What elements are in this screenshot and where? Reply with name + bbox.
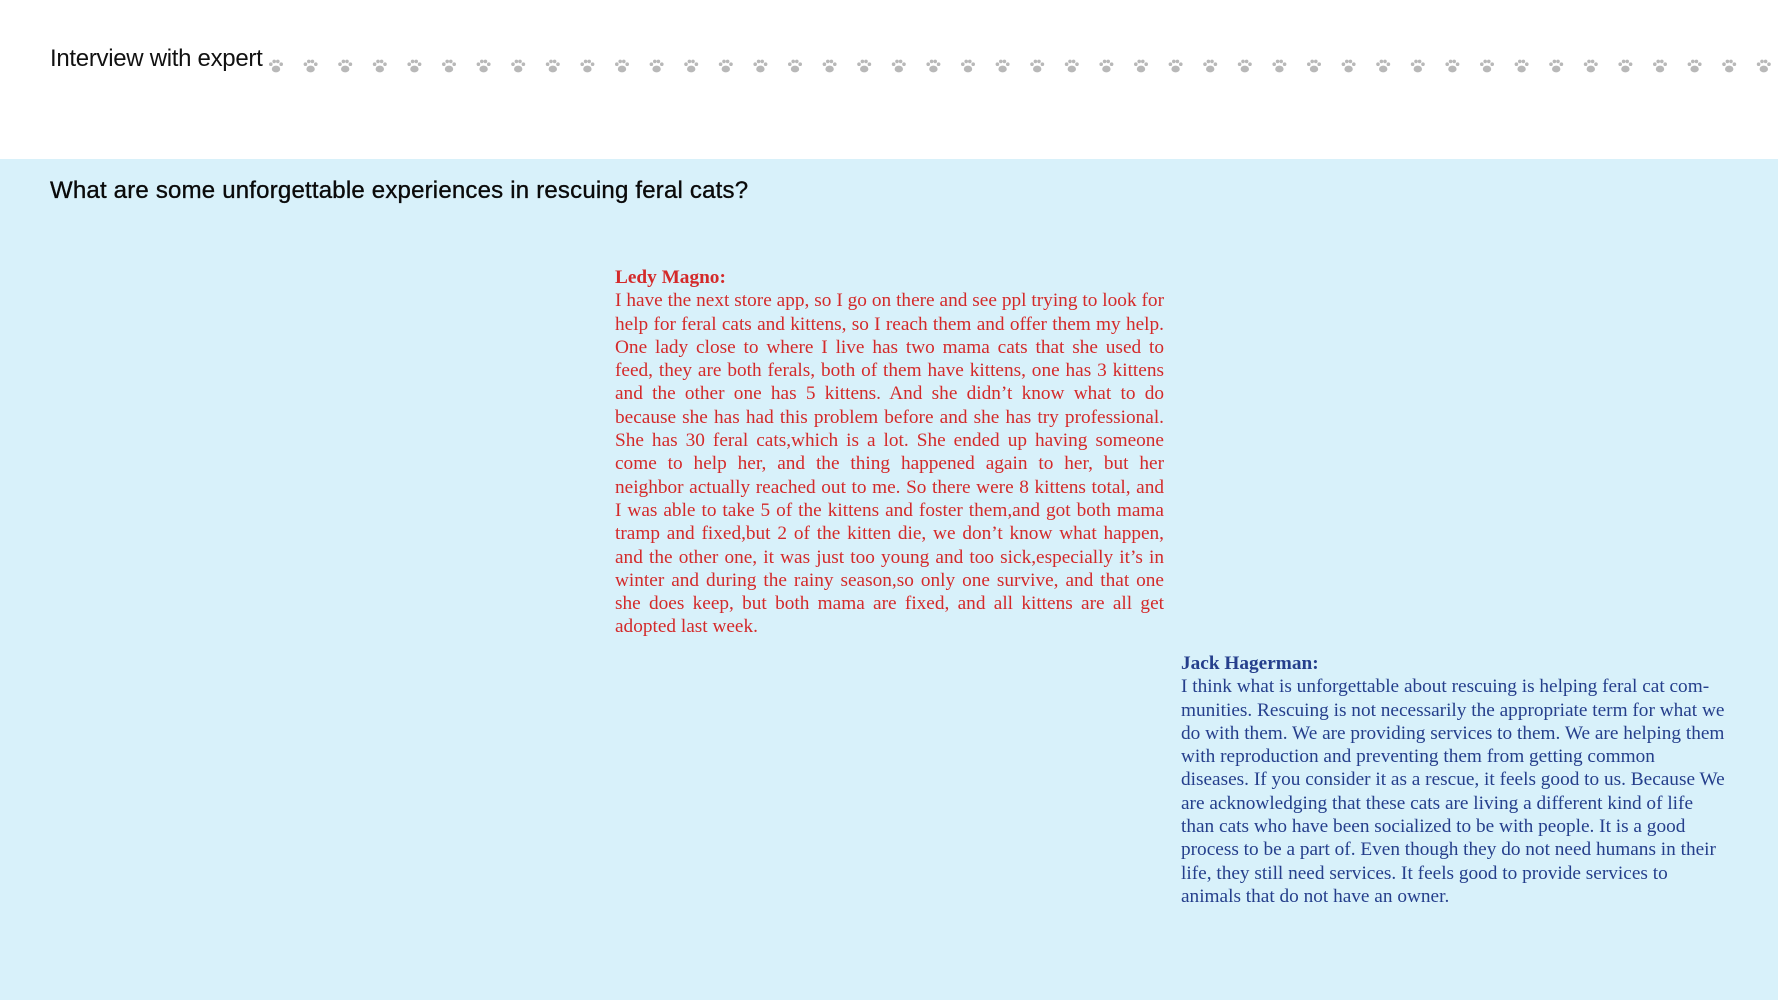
header (0, 0, 1778, 159)
paw-print-icon (373, 60, 387, 73)
quote-jack-hagerman (1181, 652, 1726, 908)
paw-print-icon (407, 60, 421, 73)
paw-print-icon (1203, 60, 1217, 73)
paw-print-icon (1549, 60, 1563, 73)
paw-print-icon (1099, 60, 1113, 73)
paw-print-icon (1480, 60, 1494, 73)
speaker-name: Ledy Magno: (615, 267, 726, 288)
paw-print-icon (1307, 60, 1321, 73)
paw-print-icon (1688, 60, 1702, 73)
paw-print-icon (1342, 60, 1356, 73)
paw-print-icon (304, 60, 318, 73)
paw-print-icon (580, 60, 594, 73)
paw-print-border (268, 56, 1773, 76)
paw-print-icon (1722, 60, 1736, 73)
quote-ledy-magno (615, 266, 1164, 639)
paw-print-icon (269, 60, 283, 73)
paw-print-icon (1653, 60, 1667, 73)
paw-print-icon (753, 60, 767, 73)
paw-print-icon (1169, 60, 1183, 73)
paw-print-icon (1376, 60, 1390, 73)
paw-print-icon (338, 60, 352, 73)
paw-print-icon (511, 60, 525, 73)
paw-print-icon (857, 60, 871, 73)
paw-print-icon (823, 60, 837, 73)
paw-print-icon (268, 56, 1773, 76)
answer-text: I have the next store app, so I go on there and see ppl trying to look for help for feral cats and kittens, so I reach them and offer them my help. One lady close to where I live has two mama cats that she used to feed, they are both ferals, both of them have kittens, one has 3 kittens and the other one has 5 kittens. And she didn’t know what to do because she has had this problem before and she has try professional. She has 30 feral cats,which is a lot. She ended up having someone come to help her, and the thing happened again to her, but her neighbor actually reached out to me. So there were 8 kittens total, and I was able to take 5 of the kittens and foster them,and got both mama tramp and fixed,but 2 of the kitten die, we don’t know what happen, and the other one, it was just too young and too sick,especially it’s in winter and during the rainy season,so only one survive, and that one she does keep, but both mama are fixed, and all kittens are all get adopted last week. (615, 290, 1164, 638)
page-title: Interview with expert (50, 45, 263, 72)
paw-print-icon (719, 60, 733, 73)
main-content (0, 159, 1778, 1000)
paw-print-icon (1584, 60, 1598, 73)
paw-print-icon (650, 60, 664, 73)
paw-print-icon (1757, 60, 1771, 73)
paw-print-icon (546, 60, 560, 73)
paw-print-icon (1238, 60, 1252, 73)
paw-print-icon (1445, 60, 1459, 73)
question-heading: What are some unforgettable experiences in rescuing feral cats? (50, 177, 749, 204)
paw-print-icon (926, 60, 940, 73)
speaker-name: Jack Hagerman: (1181, 653, 1319, 674)
paw-print-icon (477, 60, 491, 73)
paw-print-icon (442, 60, 456, 73)
paw-print-icon (684, 60, 698, 73)
paw-print-icon (1134, 60, 1148, 73)
paw-print-icon (961, 60, 975, 73)
paw-print-icon (788, 60, 802, 73)
paw-print-icon (892, 60, 906, 73)
answer-text: I think what is unforgettable about rescuing is helping feral cat com-munities. Rescuing is not necessarily the appropriate term for what we do with them. We are providing services to them. We are helping them with reproduction and preventing them from getting common diseases. If you consider it as a rescue, it feels good to us. Because We are acknowledging that these cats are living a different kind of life than cats who have been socialized to be with people. It is a good process to be a part of. Even though they do not need humans in their life, they still need services. It feels good to provide services to animals that do not have an owner. (1181, 676, 1725, 907)
paw-print-icon (1515, 60, 1529, 73)
paw-print-icon (1272, 60, 1286, 73)
paw-print-icon (996, 60, 1010, 73)
paw-print-icon (615, 60, 629, 73)
paw-print-icon (1618, 60, 1632, 73)
paw-print-icon (1411, 60, 1425, 73)
paw-print-icon (1065, 60, 1079, 73)
paw-print-icon (1030, 60, 1044, 73)
